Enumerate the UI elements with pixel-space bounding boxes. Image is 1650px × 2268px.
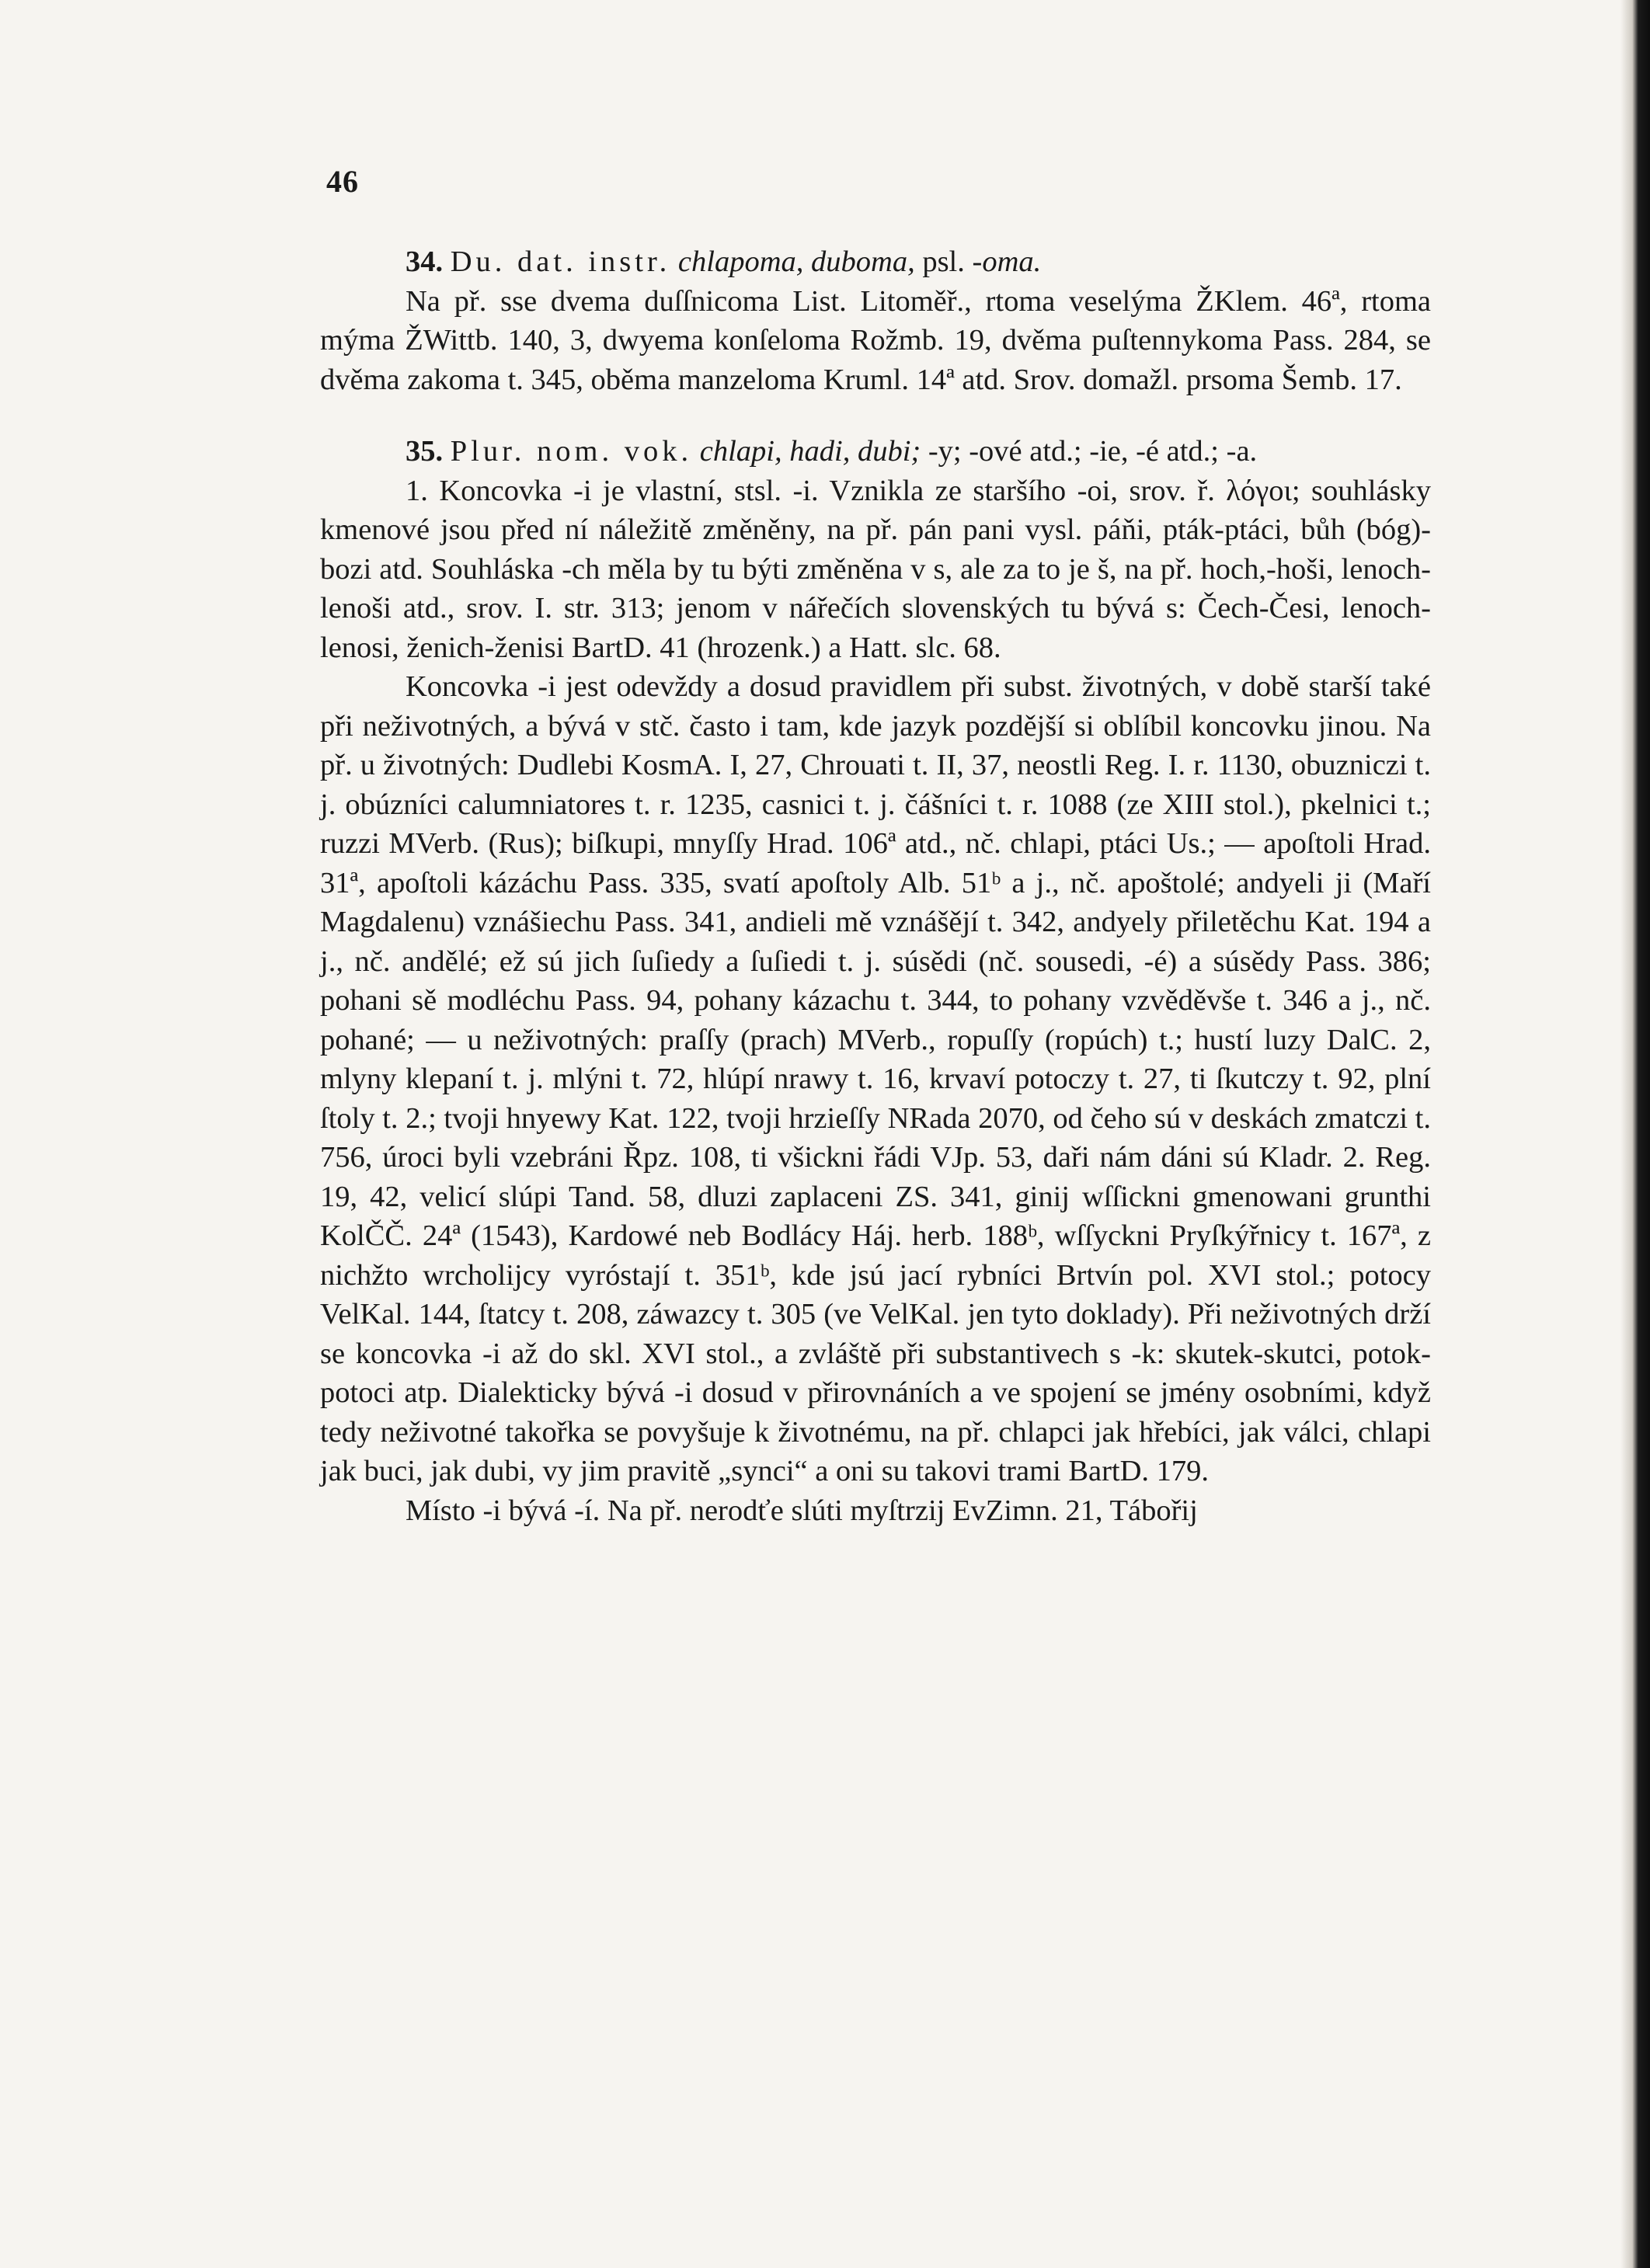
body-text	[320, 242, 1431, 1530]
section-rest: psl.	[914, 245, 973, 278]
section-rest: -y; -ové atd.; -ie, -é atd.; -a.	[921, 435, 1258, 468]
section-forms: chlapoma, duboma,	[677, 245, 915, 278]
paragraph: 1. Koncovka -i je vlastní, stsl. -i. Vznikla ze staršího -oi, srov. ř. λόγοι; souhlásky kmenové jsou před ní náležitě změněny, na př. pán pani vysl. páňi, pták-ptáci, bůh (bóg)-bozi atd. Souhláska -ch měla by tu býti změněna v s, ale za to je š, na př. hoch,-hoši, lenoch-lenoši atd., srov. I. str. 313; jenom v nářečích slovenských tu bývá s: Čech-Česi, lenoch-lenosi, ženich-ženisi BartD. 41 (hrozenk.) a Hatt. slc. 68.	[320, 474, 1431, 664]
page-number: 46	[326, 164, 359, 199]
section-34-heading	[320, 242, 1431, 282]
section-title: Plur. nom. vok.	[450, 435, 693, 468]
paragraph: Koncovka -i jest odevždy a dosud pravidlem při subst. životných, v době starší také při neživotných, a bývá v stč. často i tam, kde jazyk pozdější si oblíbil koncovku jinou. Na př. u životných: Dudlebi KosmA. I, 27, Chrouati t. II, 37, neostli Reg. I. r. 1130, obuzniczi t. j. obúzníci calumniatores t. r. 1235, casnici t. j. čášníci t. r. 1088 (ze XIII stol.), pkelnici t.; ruzzi MVerb. (Rus); biſkupi, mnyſſy Hrad. 106ª atd., nč. chlapi, ptáci Us.; — apoſtoli Hrad. 31ª, apoſtoli kázáchu Pass. 335, svatí apoſtoly Alb. 51ᵇ a j., nč. apoštolé; andyeli ji (Maří Magdalenu) vznášiechu Pass. 341, andieli mě vznášějí t. 342, andyely přiletěchu Kat. 194 a j., nč. andělé; ež sú jich ſuſiedy a ſuſiedi t. j. súsědi (nč. sousedi, -é) a súsědy Pass. 386; pohani sě modléchu Pass. 94, pohany kázachu t. 344, to pohany vzvěděvše t. 346 a j., nč. pohané; — u neživotných: praſſy (prach) MVerb., ropuſſy (ropúch) t.; hustí luzy DalC. 2, mlyny klepaní t. j. mlýni t. 72, hlúpí nrawy t. 16, krvaví potoczy t. 27, ti ſkutczy t. 92, plní ſtoly t. 2.; tvoji hnyewy Kat. 122, tvoji hrzieſſy NRada 2070, od čeho sú v deskách zmatczi t. 756, úroci byli vzebráni Řpz. 108, ti všickni řádi VJp. 53, daři nám dáni sú Kladr. 2. Reg. 19, 42, velicí slúpi Tand. 58, dluzi zaplaceni ZS. 341, ginij wſſickni gmenowani grunthi KolČČ. 24ª (1543), Kardowé neb Bodlácy Háj. herb. 188ᵇ, wſſyckni Pryſkýřnicy t. 167ª, z nichžto wrcholijcy vyróstají t. 351ᵇ, kde jsú jací rybníci Brtvín pol. XVI stol.; potocy VelKal. 144, ſtatcy t. 208, záwazcy t. 305 (ve VelKal. jen tyto doklady). Při neživotných drží se koncovka -i až do skl. XVI stol., a zvláště při substantivech s -k: skutek-skutci, potok-potoci atp. Dialekticky bývá -i dosud v přirovnáních a ve spojení se jmény osobními, když tedy neživotné takořka se povyšuje k životnému, na př. chlapci jak hřebíci, jak válci, chlapi jak buci, jak dubi, vy jim pravitě „synci“ a oni su takovi trami BartD. 179.	[320, 670, 1431, 1487]
paragraph: Na př. sse dvema duſſnicoma List. Litoměř., rtoma veselýma ŽKlem. 46ª, rtoma mýma ŽWittb. 140, 3, dwyema konſeloma Rožmb. 19, dvěma puſtennykoma Pass. 284, se dvěma zakoma t. 345, oběma manzeloma Kruml. 14ª atd. Srov. domažl. prsoma Šemb. 17.	[320, 284, 1431, 396]
paragraph: Místo -i bývá -í. Na př. nerodťe slúti myſtrzij EvZimn. 21, Tábořij	[406, 1494, 1198, 1527]
section-number: 34.	[406, 245, 444, 278]
page-binding-edge	[1620, 0, 1650, 2268]
section-title: Du. dat. instr.	[450, 245, 671, 278]
section-ending: -oma.	[972, 245, 1042, 278]
section-forms: chlapi, hadi, dubi;	[699, 435, 921, 468]
section-35-heading	[320, 432, 1431, 471]
section-number: 35.	[406, 435, 444, 468]
